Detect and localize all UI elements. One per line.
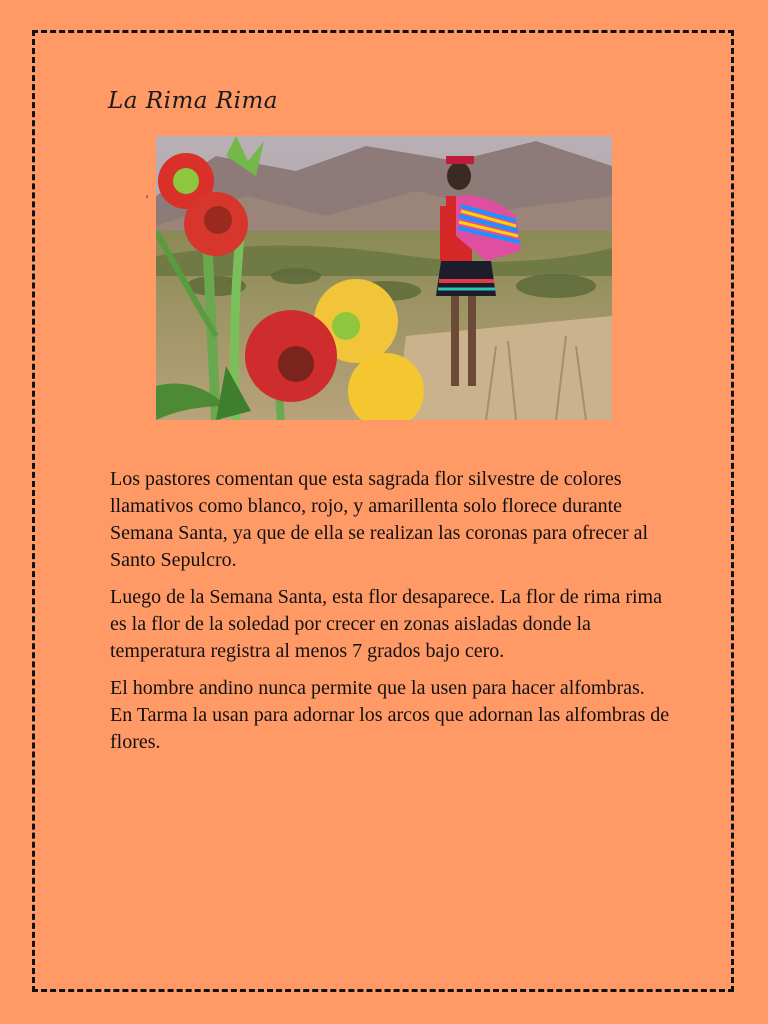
paragraph-2: Luego de la Semana Santa, esta flor desaparece. La flor de rima rima es la flor de la soledad por crecer en zonas aisladas donde la temperatura registra al menos 7 grados bajo cero. (110, 586, 662, 662)
page-title: La Rima Rima (108, 88, 278, 114)
paragraph-1: Los pastores comentan que esta sagrada flor silvestre de colores llamativos como blanco, rojo, y amarillenta solo florece durante Semana Santa, ya que de ella se realizan las coronas para ofrecer al Santo Sepulcro. (110, 468, 649, 571)
rima-rima-photo (156, 136, 612, 420)
article-body (110, 466, 670, 766)
tick-mark: ' (146, 192, 149, 206)
paragraph-3: El hombre andino nunca permite que la usen para hacer alfombras. En Tarma la usan para adornar los arcos que adornan las alfombras de flores. (110, 677, 670, 753)
landscape-illustration (156, 136, 612, 420)
